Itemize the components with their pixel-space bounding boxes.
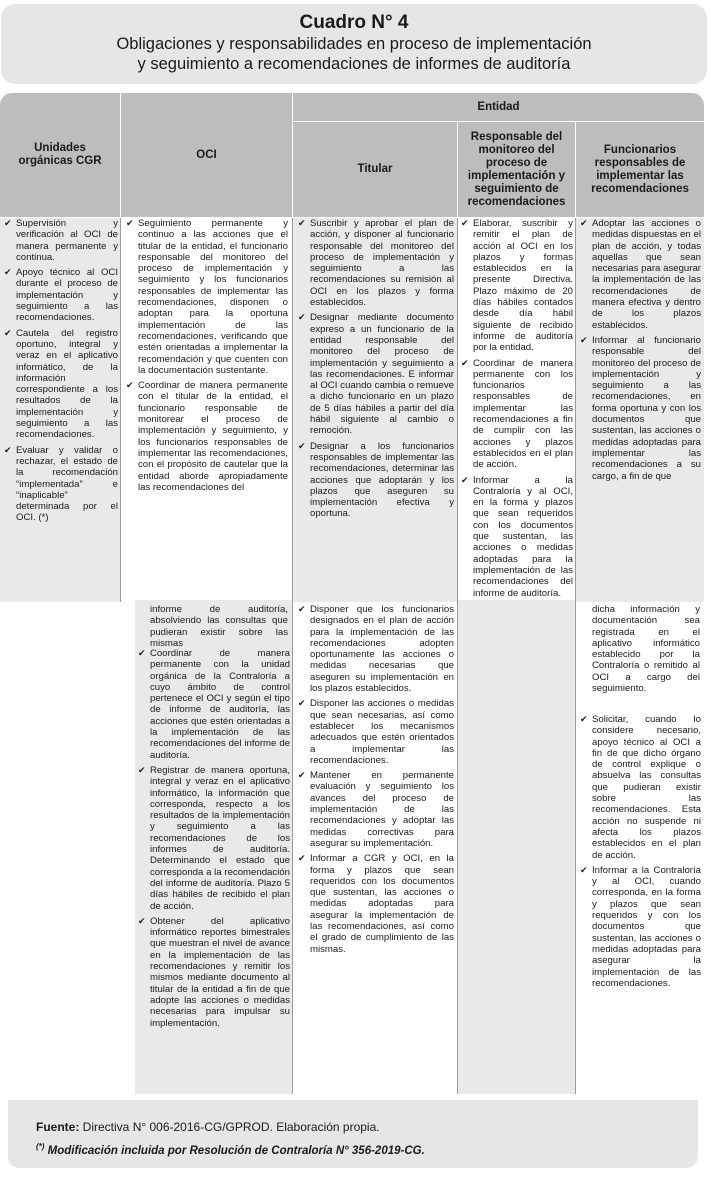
note-text: Modificación incluida por Resolución de Contraloría N° 356-2019-CG. (44, 1144, 425, 1157)
header-funcionarios-responsables: Funcionarios responsables de implementar las recomendaciones (576, 122, 704, 217)
col-unidades-organicas (4, 218, 118, 528)
table-footer (8, 1100, 698, 1168)
col-oci-continuation: informe de auditoría, absolviendo las consultas que pudieran existir sobre las mismas (150, 604, 288, 649)
col4-lower-background (458, 600, 575, 1094)
source-label: Fuente: (36, 1120, 80, 1134)
list-item: ✔ Mantener en permanente evaluación y seguimiento los avances del proceso de implementación de las recomendaciones y adoptar las medidas correctivas para asegurar su implementación. (298, 770, 454, 849)
note-line (36, 1142, 425, 1157)
col-titular-bottom (298, 604, 454, 959)
table-number: Cuadro N° 4 (299, 12, 409, 33)
col-funcionarios-bottom (580, 714, 701, 993)
header-oci: OCI (121, 93, 292, 217)
divider (292, 218, 293, 1094)
list-item: ✔ Informar a CGR y OCI, en la forma y plazos que sean requeridos con los documentos que sustentan, las acciones o medidas adoptadas para asegurar la implementación de las recomendaciones, así como el grado de cumplimiento de las mismas. (298, 853, 454, 955)
list-item: ✔ Coordinar de manera permanente con la unidad orgánica de la Contraloría a cuyo ámbito de control pertenece el OCI y según el tipo de informe de auditoría, las acciones que estén orientadas a la implementación de las recomendaciones del informe de auditoría. (138, 648, 290, 761)
table-title-line-2: y seguimiento a recomendaciones de informes de auditoría (137, 55, 571, 73)
col-oci-top (126, 218, 288, 600)
header-titular: Titular (293, 122, 457, 217)
list-item: ✔ Disponer las acciones o medidas que sean necesarias, así como establecer los mecanismos adecuados que estén orientados a implementar las recomendaciones. (298, 698, 454, 766)
divider (457, 218, 458, 1094)
table-title-line-1: Obligaciones y responsabilidades en proceso de implementación (116, 35, 592, 53)
list-item: ✔ Supervisión y verificación al OCI de manera permanente y continua. (4, 218, 118, 263)
source-text: Directiva N° 006-2016-CG/GPROD. Elaboración propia. (79, 1120, 380, 1134)
col-funcionarios-top (580, 218, 701, 600)
col-responsable-monitoreo (461, 218, 573, 603)
header-entidad: Entidad (293, 93, 704, 121)
list-item: ✔ Cautela del registro oportuno, integral y veraz en el aplicativo informático, de la información correspondiente a los resultados de la implementación y seguimiento a las recomendaciones. (4, 328, 118, 441)
col-titular-top (298, 218, 454, 600)
list-item: ✔ Elaborar, suscribir y remitir el plan de acción al OCI en los plazos y formas establecidos en la presente Directiva. Plazo máximo de 20 días hábiles contados desde día hábil siguiente de recibido informe de auditoría por la entidad. (461, 218, 573, 354)
list-item: ✔ Designar mediante documento expreso a un funcionario de la entidad responsable del monitoreo del proceso de implementación y seguimiento a las recomendaciones. E informar al OCI cuando cambia o remueve a dicho funcionario en un plazo de 5 días hábiles a partir del día hábil siguiente al cambio o remoción. (298, 312, 454, 436)
divider (575, 218, 576, 1094)
divider (120, 218, 121, 602)
list-item: ✔ Solicitar, cuando lo considere necesario, apoyo técnico al OCI a fin de que dicho órgano de control explique o absuelva las consultas que pudieran existir sobre las recomendaciones. Esta acción no suspende ni afecta los plazos establecidos en el plan de acción. (580, 714, 701, 861)
list-item: ✔ Informar a la Contraloría y al OCI, cuando corresponda, en la forma y plazos que sean requeridos y con los documentos que sustentan, las acciones o medidas adoptadas para asegurar la implementación de las recomendaciones. (580, 865, 701, 989)
note-mark: (*) (36, 1142, 45, 1151)
list-item: ✔ Apoyo técnico al OCI durante el proceso de implementación y seguimiento a las recomendaciones. (4, 267, 118, 323)
list-item: ✔ Coordinar de manera permanente con el titular de la entidad, el funcionario responsable de monitorear el proceso de implementación y seguimiento, y los funcionarios responsables de implementar las recomendaciones, con el propósito de cautelar que la entidad aborde apropiadamente las recomendaciones del (126, 380, 288, 493)
list-item: ✔ Obtener del aplicativo informático reportes bimestrales que muestran el nivel de avance en la implementación de las recomendaciones y remitir los mismos mediante documento al titular de la entidad a fin de que adopte las acciones o medidas necesarias para impulsar su implementación. (138, 916, 290, 1029)
list-item: ✔ Disponer que los funcionarios designados en el plan de acción para la implementación de las recomendaciones adopten oportunamente las acciones o medidas necesarias que aseguren su implementación en los plazos establecidos. (298, 604, 454, 694)
list-item: ✔ Coordinar de manera permanente con los funcionarios responsables de implementar las recomendaciones a fin de cumplir con las acciones y plazos establecidos en el plan de acción. (461, 358, 573, 471)
list-item: ✔ Evaluar y validar o rechazar, el estado de la recomendación “implementada” e “inaplicable” determinada por el OCI. (*) (4, 445, 118, 524)
list-item: ✔ Informar al funcionario responsable del monitoreo del proceso de implementación y seguimiento a las recomendaciones, en forma oportuna y con los documentos que sustentan, las acciones o medidas adoptadas para implementar las recomendaciones a su cargo, a fin de que (580, 335, 701, 482)
header-unidades-organicas: Unidades orgánicas CGR (0, 93, 120, 217)
header-responsable-monitoreo: Responsable del monitoreo del proceso de implementación y seguimiento de recomendaciones (458, 122, 575, 217)
table-title-box (1, 4, 707, 84)
list-item: ✔ Seguimiento permanente y continuo a las acciones que el titular de la entidad, el funcionario responsable del monitoreo del proceso de implementación y seguimiento y los funcionarios responsables de implementar las recomendaciones, disponen o adoptan para la oportuna implementación de las recomendaciones, verificando que estén orientadas a implementar la recomendación y que cuenten con la documentación sustentante. (126, 218, 288, 376)
col-funcionarios-continuation: dicha información y documentación sea registrada en el aplicativo informático establecido por la Contraloría o remitido al OCI a cargo del seguimiento. (592, 604, 700, 695)
col-oci-bottom (138, 648, 290, 1033)
list-item: ✔ Designar a los funcionarios responsables de implementar las recomendaciones, determinar las acciones que adoptarán y los plazos que aseguren su implementación efectiva y oportuna. (298, 441, 454, 520)
source-line (36, 1120, 380, 1134)
list-item: ✔ Adoptar las acciones o medidas dispuestas en el plan de acción, y todas aquellas que sean necesarias para asegurar la implementación de las recomendaciones de manera efectiva y dentro de los plazos establecidos. (580, 218, 701, 331)
list-item: ✔ Informar a la Contraloría y al OCI, en la forma y plazos que sean requeridos con los documentos que sustentan, las acciones o medidas adoptadas para la implementación de las recomendaciones del informe de auditoría. (461, 475, 573, 599)
list-item: ✔ Registrar de manera oportuna, integral y veraz en el aplicativo informático, la información que corresponda, respecto a los resultados de la implementación y seguimiento a las recomendaciones de los informes de auditoría. Determinando el estado que corresponda a la recomendación del informe de auditoría. Plazo 5 días hábiles de recibido el plan de acción. (138, 765, 290, 912)
list-item: ✔ Suscribir y aprobar el plan de acción, y disponer al funcionario responsable del monitoreo del proceso de implementación y seguimiento a las recomendaciones su remisión al OCI en los plazos y forma establecidos. (298, 218, 454, 308)
